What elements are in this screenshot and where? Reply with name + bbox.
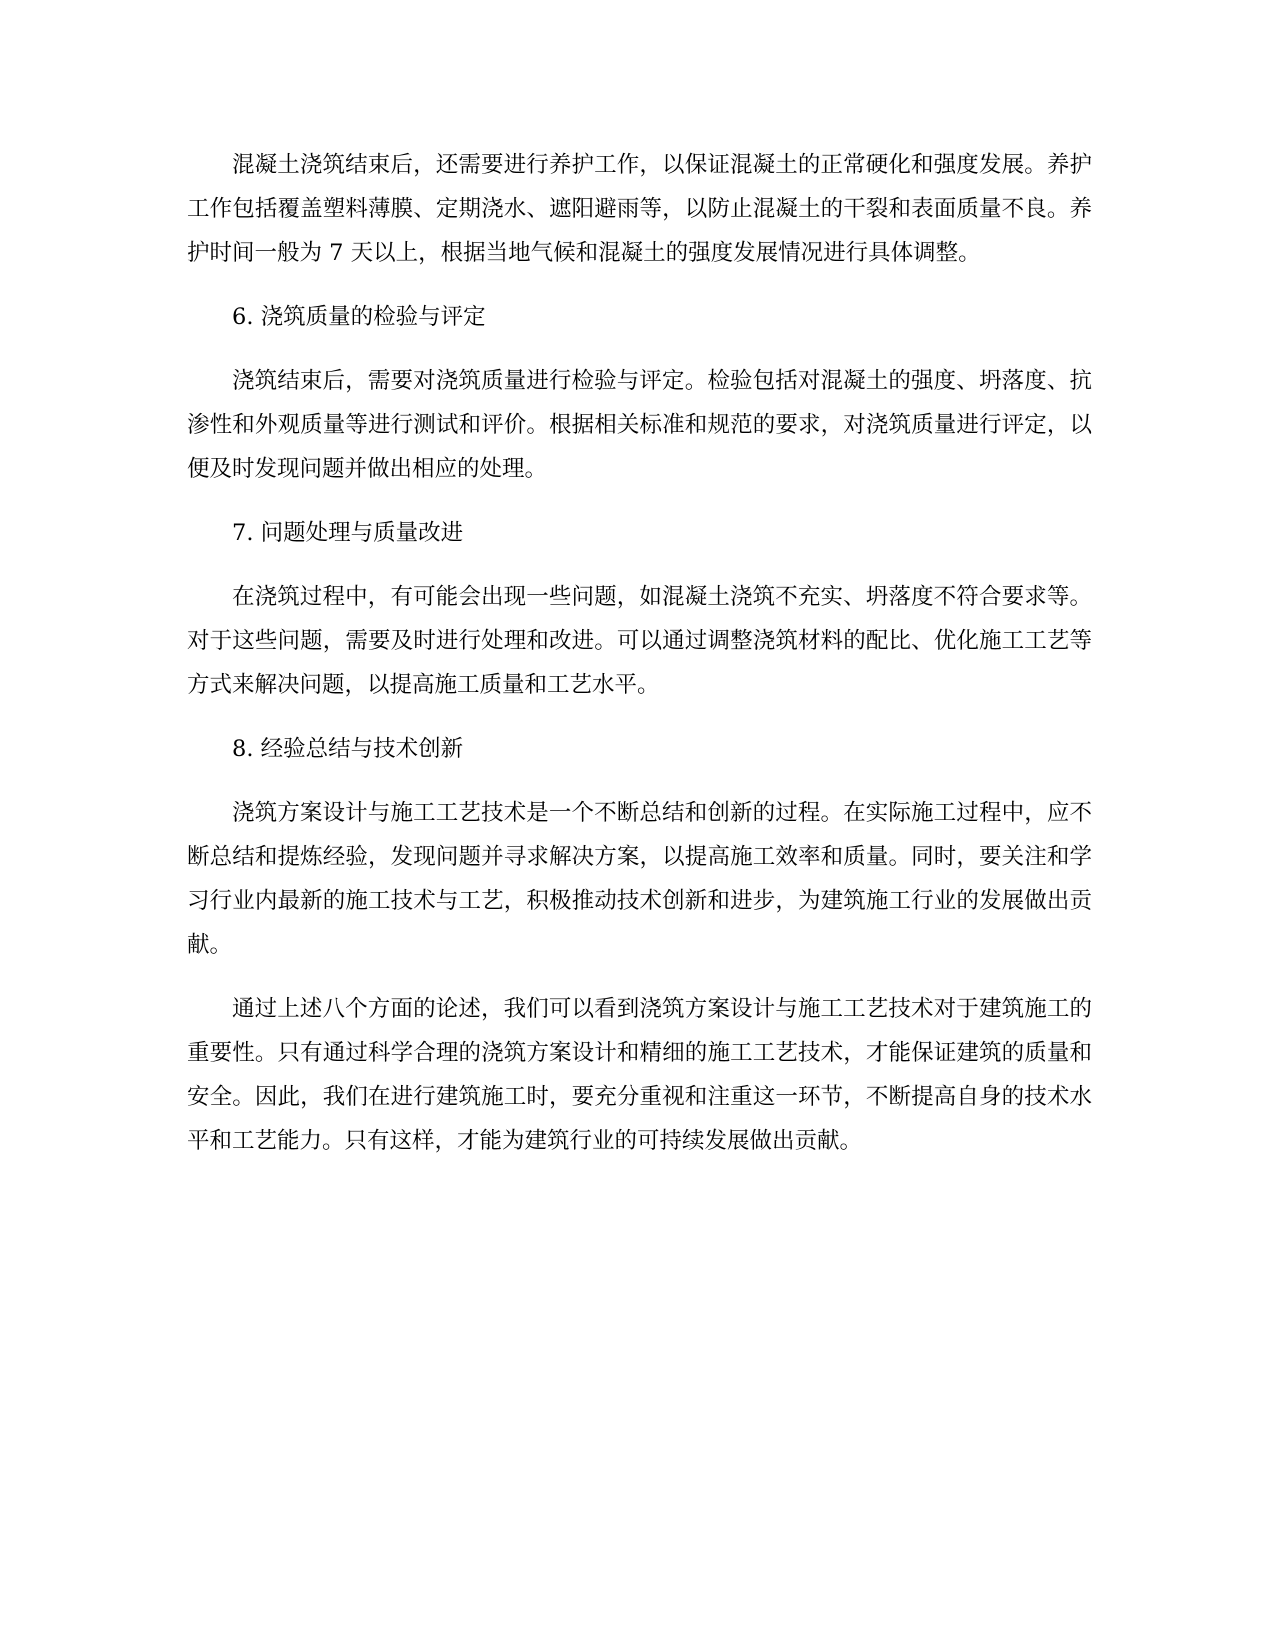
paragraph-inspection: 浇筑结束后，需要对浇筑质量进行检验与评定。检验包括对混凝土的强度、坍落度、抗渗性和外观质量等进行测试和评价。根据相关标准和规范的要求，对浇筑质量进行评定，以便及时发现问题并做出相应的处理。 bbox=[187, 368, 1092, 482]
section-heading-7: 7. 问题处理与质量改进 bbox=[232, 520, 464, 546]
section-heading-6: 6. 浇筑质量的检验与评定 bbox=[232, 304, 486, 330]
paragraph-conclusion: 通过上述八个方面的论述，我们可以看到浇筑方案设计与施工工艺技术对于建筑施工的重要性。只有通过科学合理的浇筑方案设计和精细的施工工艺技术，才能保证建筑的质量和安全。因此，我们在进行建筑施工时，要充分重视和注重这一环节，不断提高自身的技术水平和工艺能力。只有这样，才能为建筑行业的可持续发展做出贡献。 bbox=[187, 996, 1092, 1154]
paragraph-curing: 混凝土浇筑结束后，还需要进行养护工作，以保证混凝土的正常硬化和强度发展。养护工作包括覆盖塑料薄膜、定期浇水、遮阳避雨等，以防止混凝土的干裂和表面质量不良。养护时间一般为 7 天以上，根据当地气候和混凝土的强度发展情况进行具体调整。 bbox=[187, 152, 1092, 266]
section-heading-8: 8. 经验总结与技术创新 bbox=[232, 736, 464, 762]
paragraph-experience-summary: 浇筑方案设计与施工工艺技术是一个不断总结和创新的过程。在实际施工过程中，应不断总结和提炼经验，发现问题并寻求解决方案，以提高施工效率和质量。同时，要关注和学习行业内最新的施工技术与工艺，积极推动技术创新和进步，为建筑施工行业的发展做出贡献。 bbox=[187, 800, 1092, 958]
paragraph-problem-handling: 在浇筑过程中，有可能会出现一些问题，如混凝土浇筑不充实、坍落度不符合要求等。对于这些问题，需要及时进行处理和改进。可以通过调整浇筑材料的配比、优化施工工艺等方式来解决问题，以提高施工质量和工艺水平。 bbox=[187, 584, 1092, 698]
document-body bbox=[187, 143, 1092, 1183]
